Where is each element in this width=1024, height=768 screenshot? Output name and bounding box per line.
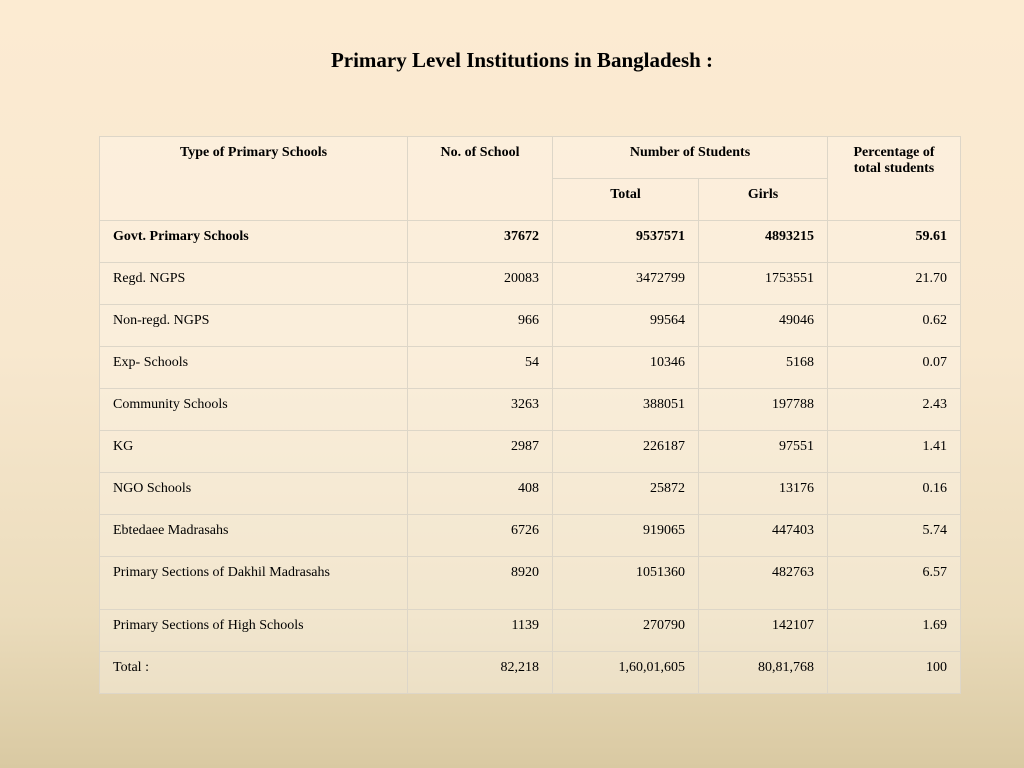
cell-total: 919065 — [553, 515, 699, 557]
cell-schools: 1139 — [408, 610, 553, 652]
page-title: Primary Level Institutions in Bangladesh : — [330, 48, 714, 72]
cell-percent: 1.41 — [828, 431, 961, 473]
header-total: Total — [553, 179, 699, 221]
cell-type: Govt. Primary Schools — [100, 221, 408, 263]
cell-percent: 0.62 — [828, 305, 961, 347]
cell-total: 226187 — [553, 431, 699, 473]
table-header-row — [100, 137, 961, 179]
header-number-of-students: Number of Students — [553, 137, 828, 179]
institutions-table — [99, 136, 961, 694]
cell-type: Primary Sections of High Schools — [100, 610, 408, 652]
cell-schools: 54 — [408, 347, 553, 389]
cell-percent: 5.74 — [828, 515, 961, 557]
cell-girls: 4893215 — [699, 221, 828, 263]
cell-type: Primary Sections of Dakhil Madrasahs — [100, 557, 408, 610]
table-total-row — [100, 652, 961, 694]
cell-schools: 3263 — [408, 389, 553, 431]
cell-schools: 37672 — [408, 221, 553, 263]
cell-type: Regd. NGPS — [100, 263, 408, 305]
table-row — [100, 431, 961, 473]
cell-percent: 59.61 — [828, 221, 961, 263]
cell-percent: 6.57 — [828, 557, 961, 610]
cell-type: Total : — [100, 652, 408, 694]
cell-schools: 966 — [408, 305, 553, 347]
cell-girls: 80,81,768 — [699, 652, 828, 694]
cell-total: 1051360 — [553, 557, 699, 610]
cell-girls: 1753551 — [699, 263, 828, 305]
cell-type: Non-regd. NGPS — [100, 305, 408, 347]
table-row — [100, 221, 961, 263]
cell-schools: 408 — [408, 473, 553, 515]
header-no-of-school: No. of School — [408, 137, 553, 221]
cell-girls: 197788 — [699, 389, 828, 431]
cell-total: 388051 — [553, 389, 699, 431]
cell-schools: 20083 — [408, 263, 553, 305]
cell-total: 99564 — [553, 305, 699, 347]
cell-percent: 2.43 — [828, 389, 961, 431]
cell-percent: 0.07 — [828, 347, 961, 389]
cell-type: KG — [100, 431, 408, 473]
cell-total: 25872 — [553, 473, 699, 515]
cell-total: 9537571 — [553, 221, 699, 263]
cell-girls: 447403 — [699, 515, 828, 557]
header-girls: Girls — [699, 179, 828, 221]
table-row — [100, 389, 961, 431]
header-percentage: Percentage of total students — [828, 137, 961, 221]
cell-girls: 97551 — [699, 431, 828, 473]
cell-schools: 82,218 — [408, 652, 553, 694]
table-row — [100, 515, 961, 557]
cell-girls: 49046 — [699, 305, 828, 347]
cell-percent: 21.70 — [828, 263, 961, 305]
table-row — [100, 305, 961, 347]
table-row — [100, 610, 961, 652]
cell-type: Ebtedaee Madrasahs — [100, 515, 408, 557]
header-type: Type of Primary Schools — [100, 137, 408, 221]
cell-percent: 1.69 — [828, 610, 961, 652]
cell-total: 270790 — [553, 610, 699, 652]
cell-schools: 2987 — [408, 431, 553, 473]
table-row — [100, 263, 961, 305]
table-row — [100, 473, 961, 515]
cell-girls: 482763 — [699, 557, 828, 610]
cell-total: 3472799 — [553, 263, 699, 305]
cell-percent: 100 — [828, 652, 961, 694]
cell-schools: 6726 — [408, 515, 553, 557]
cell-girls: 5168 — [699, 347, 828, 389]
cell-girls: 142107 — [699, 610, 828, 652]
cell-type: Community Schools — [100, 389, 408, 431]
cell-type: Exp- Schools — [100, 347, 408, 389]
cell-percent: 0.16 — [828, 473, 961, 515]
cell-type: NGO Schools — [100, 473, 408, 515]
cell-total: 10346 — [553, 347, 699, 389]
cell-girls: 13176 — [699, 473, 828, 515]
table-row — [100, 347, 961, 389]
cell-total: 1,60,01,605 — [553, 652, 699, 694]
table-row — [100, 557, 961, 610]
cell-schools: 8920 — [408, 557, 553, 610]
